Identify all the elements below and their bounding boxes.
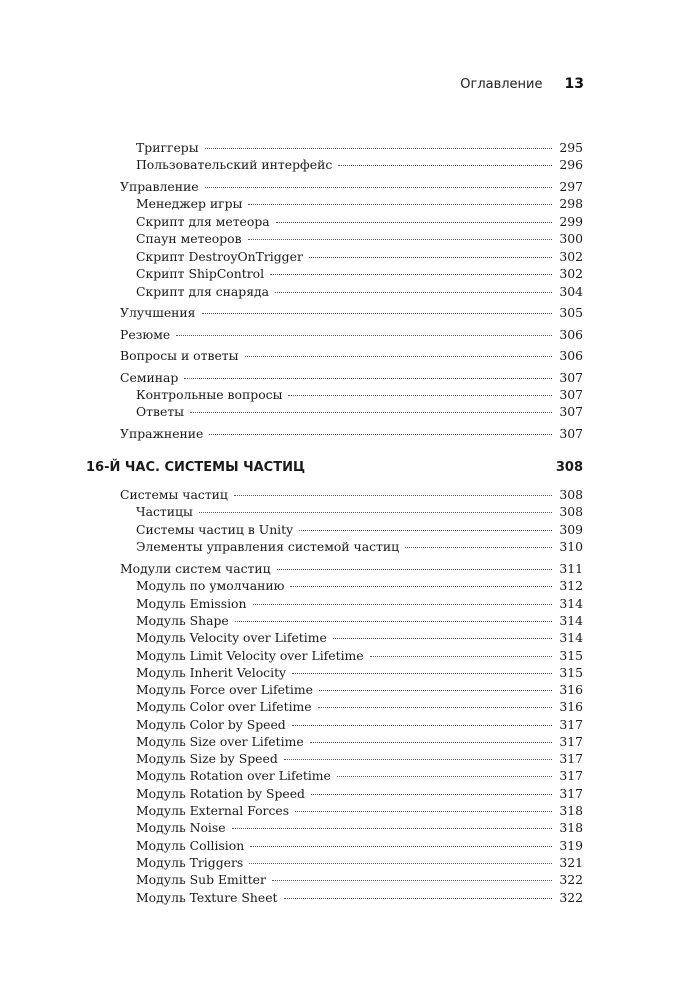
toc-dot-leader [245,356,553,357]
toc-entry-label: Улучшения [120,305,196,320]
toc-entry-page: 317 [559,786,583,801]
toc-dot-leader [309,257,552,258]
toc-entry-label: Упражнение [120,426,204,441]
toc-entry-page: 305 [559,305,583,320]
toc-dot-leader [249,863,552,864]
toc-subsection[interactable] [0,819,682,836]
toc-subsection[interactable] [0,750,682,767]
toc-dot-leader [292,673,552,674]
toc-dot-leader [209,434,552,435]
toc-dot-leader [275,292,552,293]
toc-entry-label: Модуль Shape [136,613,229,628]
toc-entry-page: 309 [559,522,583,537]
toc-entry-page: 316 [559,682,583,697]
toc-entry-label: Модуль Inherit Velocity [136,665,287,680]
toc-entry-label: Модуль Force over Lifetime [136,682,313,697]
toc-entry-page: 307 [559,370,583,385]
toc-entry-page: 295 [559,140,583,155]
toc-subsection[interactable] [0,681,682,698]
toc-entry-label: Модули систем частиц [120,561,271,576]
toc-entry-label: Модуль Size over Lifetime [136,734,304,749]
toc-dot-leader [272,880,552,881]
toc-section[interactable] [0,369,682,386]
toc-dot-leader [338,165,552,166]
toc-subsection[interactable] [0,503,682,520]
toc-entry-page: 308 [555,460,583,475]
toc-dot-leader [248,239,553,240]
toc-entry-page: 302 [559,249,583,264]
toc-subsection[interactable] [0,716,682,733]
toc-entry-label: Модуль Collision [136,838,245,853]
toc-entry-page: 300 [559,231,583,246]
toc-entry-label: Модуль Triggers [136,855,244,870]
toc-entry-label: Частицы [136,504,193,519]
toc-entry-label: Модуль Color over Lifetime [136,699,312,714]
toc-dot-leader [235,621,553,622]
toc-subsection[interactable] [0,595,682,612]
toc-subsection[interactable] [0,139,682,156]
toc-dot-leader [184,378,552,379]
toc-entry-page: 317 [559,717,583,732]
toc-entry-page: 318 [559,820,583,835]
toc-section[interactable] [0,425,682,442]
toc-entry-label: Ответы [136,404,185,419]
toc-entry-label: Модуль Texture Sheet [136,890,278,905]
toc-entry-label: Элементы управления системой частиц [136,539,400,554]
toc-dot-leader [277,569,553,570]
toc-dot-leader [190,412,552,413]
toc-dot-leader [405,547,552,548]
toc-subsection[interactable] [0,785,682,802]
toc-subsection[interactable] [0,230,682,247]
toc-dot-leader [284,759,553,760]
toc-entry-label: Пользовательский интерфейс [136,157,333,172]
toc-entry-page: 302 [559,266,583,281]
toc-entry-page: 297 [559,179,583,194]
toc-subsection[interactable] [0,248,682,265]
header-page-number: 13 [564,76,584,92]
toc-entry-page: 317 [559,768,583,783]
toc-entry-page: 308 [559,487,583,502]
toc-entry-page: 322 [559,890,583,905]
toc-entry-label: Модуль Color by Speed [136,717,286,732]
toc-subsection[interactable] [0,283,682,300]
toc-entry-page: 322 [559,872,583,887]
toc-dot-leader [299,530,552,531]
toc-dot-leader [199,512,552,513]
toc-entry-label: Модуль Emission [136,596,247,611]
toc-subsection[interactable] [0,612,682,629]
toc-entry-label: Модуль Limit Velocity over Lifetime [136,648,364,663]
toc-subsection[interactable] [0,698,682,715]
toc-entry-page: 299 [559,214,583,229]
toc-dot-leader [276,222,553,223]
toc-dot-leader [292,725,553,726]
toc-section[interactable] [0,304,682,321]
toc-entry-page: 317 [559,734,583,749]
toc-entry-label: Модуль Sub Emitter [136,872,266,887]
toc-dot-leader [205,148,553,149]
toc-entry-page: 314 [559,630,583,645]
toc-entry-label: Контрольные вопросы [136,387,283,402]
toc-dot-leader [318,707,553,708]
toc-entry-label: Системы частиц [120,487,228,502]
toc-subsection[interactable] [0,213,682,230]
toc-dot-leader [250,846,552,847]
toc-entry-page: 315 [559,648,583,663]
toc-entry-page: 319 [559,838,583,853]
toc-entry-label: Модуль Size by Speed [136,751,278,766]
toc-section[interactable] [0,326,682,343]
toc-subsection[interactable] [0,837,682,854]
toc-entry-label: 16-Й ЧАС. СИСТЕМЫ ЧАСТИЦ [86,460,306,475]
toc-entry-page: 316 [559,699,583,714]
toc-entry-page: 298 [559,196,583,211]
toc-entry-label: Вопросы и ответы [120,348,239,363]
toc-entry-label: Триггеры [136,140,199,155]
toc-subsection[interactable] [0,538,682,555]
toc-entry-page: 306 [559,348,583,363]
toc-entry-label: Модуль Rotation over Lifetime [136,768,331,783]
toc-dot-leader [253,604,553,605]
toc-entry-label: Управление [120,179,199,194]
toc-entry-label: Скрипт для снаряда [136,284,270,299]
toc-subsection[interactable] [0,733,682,750]
toc-entry-page: 315 [559,665,583,680]
toc-entry-page: 296 [559,157,583,172]
toc-entry-page: 321 [559,855,583,870]
toc-dot-leader [311,794,552,795]
toc-dot-leader [310,742,553,743]
toc-section[interactable] [0,486,682,503]
toc-dot-leader [248,204,552,205]
toc-entry-page: 314 [559,613,583,628]
toc-entry-page: 310 [559,539,583,554]
toc-section[interactable] [0,347,682,364]
toc-subsection[interactable] [0,664,682,681]
toc-chapter[interactable] [0,460,682,475]
toc-subsection[interactable] [0,265,682,282]
toc-subsection[interactable] [0,403,682,420]
toc-entry-label: Семинар [120,370,179,385]
toc-entry-label: Скрипт DestroyOnTrigger [136,249,303,264]
toc-subsection[interactable] [0,521,682,538]
toc-entry-page: 312 [559,578,583,593]
toc-subsection[interactable] [0,577,682,594]
toc-entry-page: 317 [559,751,583,766]
toc-dot-leader [290,586,552,587]
toc-dot-leader [202,313,553,314]
toc-dot-leader [370,656,553,657]
toc-subsection[interactable] [0,647,682,664]
toc-subsection[interactable] [0,156,682,173]
toc-subsection[interactable] [0,767,682,784]
toc-dot-leader [205,187,553,188]
toc-entry-label: Модуль по умолчанию [136,578,285,593]
toc-dot-leader [295,811,552,812]
toc-section[interactable] [0,560,682,577]
toc-dot-leader [319,690,552,691]
toc-entry-label: Резюме [120,327,171,342]
toc-subsection[interactable] [0,802,682,819]
toc-dot-leader [232,828,553,829]
toc-dot-leader [333,638,553,639]
toc-entry-page: 307 [559,404,583,419]
toc-entry-page: 318 [559,803,583,818]
toc-dot-leader [234,495,552,496]
page-header [460,76,584,96]
toc-subsection[interactable] [0,629,682,646]
toc-entry-label: Модуль Rotation by Speed [136,786,305,801]
toc-dot-leader [176,335,552,336]
toc-section[interactable] [0,178,682,195]
toc-entry-label: Спаун метеоров [136,231,242,246]
toc-entry-page: 311 [559,561,583,576]
toc-dot-leader [270,274,552,275]
toc-entry-label: Модуль Velocity over Lifetime [136,630,327,645]
toc-entry-label: Менеджер игры [136,196,243,211]
toc-entry-page: 307 [559,426,583,441]
toc-entry-page: 306 [559,327,583,342]
toc-entry-label: Модуль External Forces [136,803,290,818]
header-title: Оглавление [460,77,543,92]
toc-dot-leader [284,898,553,899]
toc-entry-page: 314 [559,596,583,611]
toc-entry-page: 307 [559,387,583,402]
toc-subsection[interactable] [0,195,682,212]
toc-entry-label: Скрипт для метеора [136,214,270,229]
toc-entry-label: Системы частиц в Unity [136,522,294,537]
toc-subsection[interactable] [0,386,682,403]
toc-subsection[interactable] [0,871,682,888]
toc-dot-leader [337,776,552,777]
toc-entry-label: Скрипт ShipControl [136,266,265,281]
toc-entry-label: Модуль Noise [136,820,226,835]
toc-entry-page: 308 [559,504,583,519]
toc-subsection[interactable] [0,889,682,906]
toc-subsection[interactable] [0,854,682,871]
toc-entry-page: 304 [559,284,583,299]
toc-dot-leader [288,395,552,396]
